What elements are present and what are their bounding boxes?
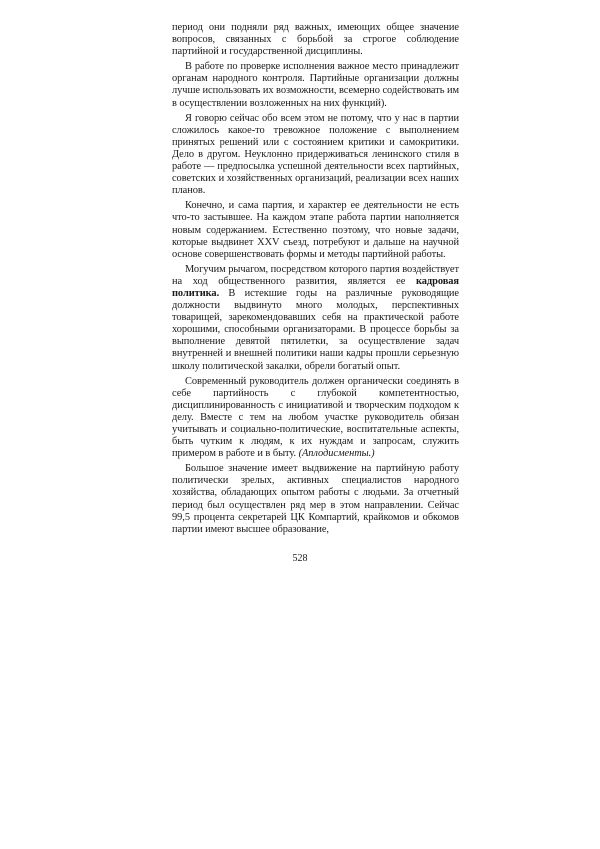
paragraph-text: Современный руководитель должен органически соединять в себе партийность с глубокой компетентностью, дисциплинированность с инициативой и творческим подходом к делу. Вместе с тем на любом участке руководитель обязан учитывать и социально-политические, воспитательные аспекты, быть чутким к людям, к их нуждам и запросам, служить примером в работе и в быту. [172, 375, 459, 460]
paragraph [172, 113, 459, 198]
page-text-column [172, 22, 459, 539]
paragraph-text: В истекшие годы на различные руководящие должности выдвинуто много молодых, перспективных товарищей, зарекомендовавших себя на практической работе хорошими, способными организаторами. В процессе борьбы за выполнение девятой пятилетки, за осуществление задач внутренней и внешней политики наши кадры прошли серьезную школу политической закалки, обрели богатый опыт. [172, 287, 459, 372]
emphasis-bold-text: кадровая политика. [172, 275, 459, 299]
paragraph-text: Большое значение имеет выдвижение на партийную работу политически зрелых, активных специалистов народного хозяйства, обладающих опытом работы с людьми. За отчетный период был осуществлен ряд мер в этом направлении. Сейчас 99,5 процента секретарей ЦК Компартий, крайкомов и обкомов партии имеют высшее образование, [172, 463, 459, 535]
emphasis-italic-text: (Аплодисменты.) [298, 448, 375, 460]
paragraph-text: Я говорю сейчас обо всем этом не потому, что у нас в партии сложилось какое-то тревожное положение с выполнением принятых решений или с состоянием критики и самокритики. Дело в другом. Неуклонно придерживаться ленинского стиля в работе — предпосылка успешной деятельности всех партийных, советских и хозяйственных организаций, реализации всех наших планов. [172, 112, 459, 197]
paragraph-text: В работе по проверке исполнения важное место принадлежит органам народного контроля. Партийные организации должны лучше использовать их возможности, всемерно содействовать им в осуществлении возложенных на них функций). [172, 61, 459, 109]
paragraph [172, 200, 459, 260]
paragraph-text: период они подняли ряд важных, имеющих общее значение вопросов, связанных с борьбой за строгое соблюдение партийной и государственной дисциплины. [172, 22, 459, 58]
paragraph [172, 463, 459, 536]
paragraph-text: Могучим рычагом, посредством которого партия воздействует на ход общественного развития, является ее [172, 263, 459, 287]
paragraph [172, 61, 459, 109]
page-number: 528 [292, 553, 308, 564]
paragraph-text: Конечно, и сама партия, и характер ее деятельности не есть что-то застывшее. На каждом этапе работа партии наполняется новым содержанием. Естественно поэтому, что новые задачи, которые выдвинет XXV съезд, потребуют и дальше на научной основе совершенствовать формы и методы партийной работы. [172, 200, 459, 260]
paragraph [172, 22, 459, 58]
paragraph [172, 376, 459, 461]
paragraph [172, 264, 459, 373]
